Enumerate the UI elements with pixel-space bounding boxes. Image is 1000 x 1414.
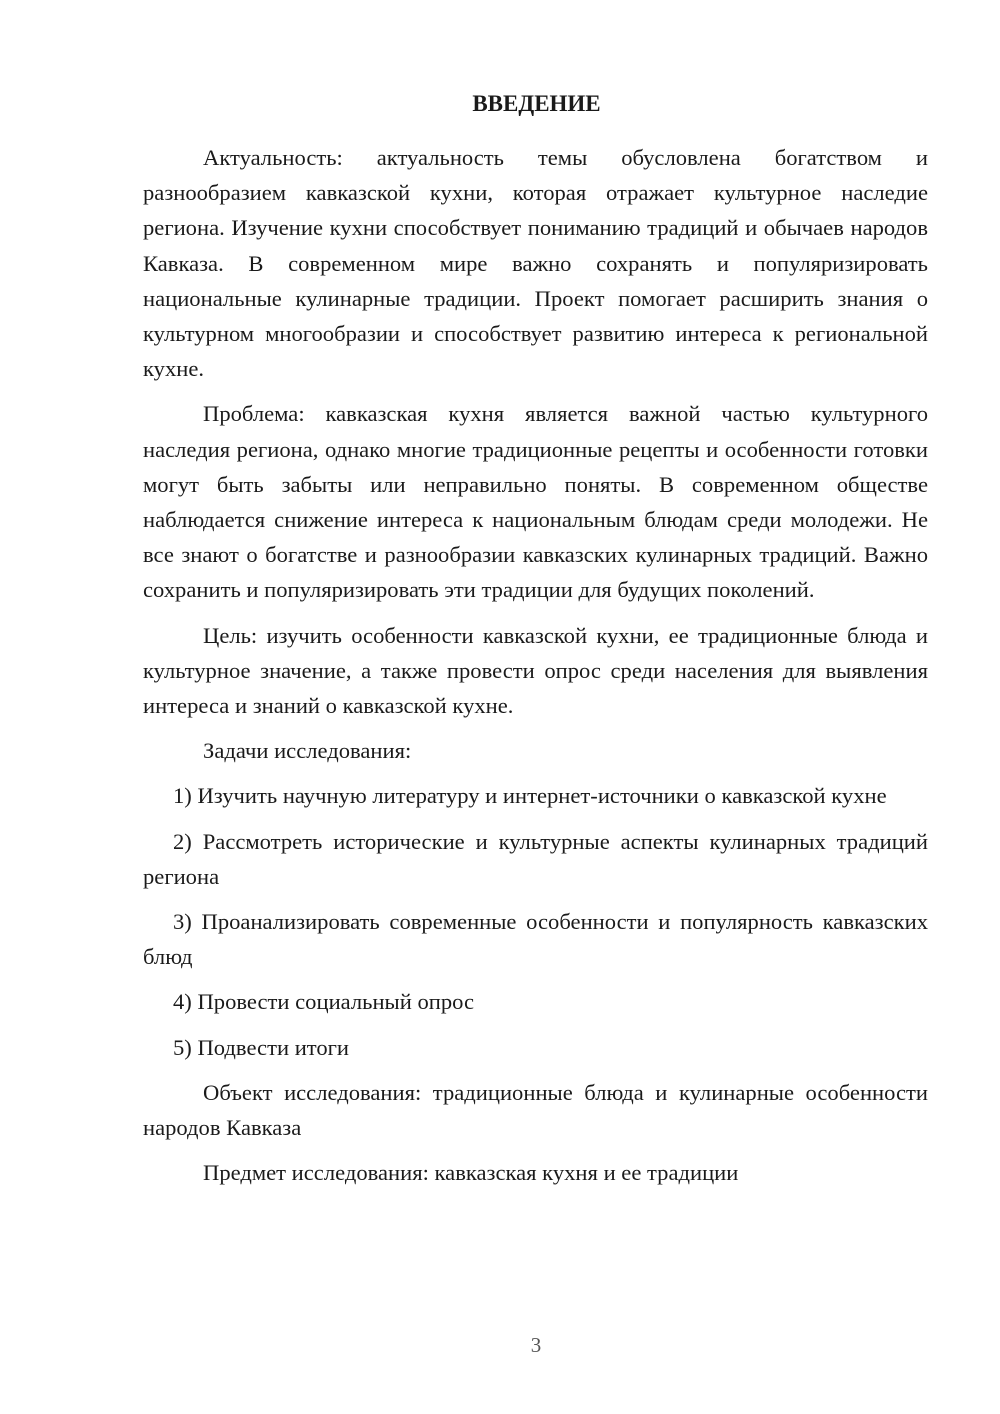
page-title: ВВЕДЕНИЕ — [472, 91, 601, 116]
page-number: 3 — [530, 1333, 542, 1357]
task-item-2: 2) Рассмотреть исторические и культурные аспекты кулинарных традиций региона — [143, 828, 928, 889]
paragraph-object: Объект исследования: традиционные блюда и кулинарные особенности народов Кавказа — [143, 1079, 928, 1141]
paragraph-relevance: Актуальность: актуальность темы обусловлена богатством и разнообразием кавказской кухни, которая отражает культурное наследие региона. Изучение кухни способствует пониманию традиций и обычаев народов Кавказа. В современном мире важно сохранять и популяризировать национальные кулинарные традиции. Проект помогает расширить знания о культурном многообразии и способствует развитию интереса к региональной кухне. — [143, 145, 928, 382]
paragraph-subject: Предмет исследования: кавказская кухня и ее традиции — [203, 1160, 739, 1186]
paragraph-tasks-heading: Задачи исследования: — [203, 738, 412, 764]
task-item-3: 3) Проанализировать современные особенности и популярность кавказских блюд — [143, 909, 928, 970]
task-item-5: 5) Подвести итоги — [173, 1034, 350, 1060]
document-body — [143, 90, 928, 1200]
paragraph-goal: Цель: изучить особенности кавказской кухни, ее традиционные блюда и культурное значение, а также провести опрос среди населения для выявления интереса и знаний о кавказской кухне. — [143, 622, 928, 719]
task-item-1: 1) Изучить научную литературу и интернет-источники о кавказской кухне — [173, 783, 887, 809]
paragraph-problem: Проблема: кавказская кухня является важной частью культурного наследия региона, однако многие традиционные рецепты и особенности готовки могут быть забыты или неправильно поняты. В современном обществе наблюдается снижение интереса к национальным блюдам среди молодежи. Не все знают о богатстве и разнообразии кавказских кулинарных традиций. Важно сохранить и популяризировать эти традиции для будущих поколений. — [143, 401, 928, 603]
task-item-4: 4) Провести социальный опрос — [173, 989, 475, 1015]
